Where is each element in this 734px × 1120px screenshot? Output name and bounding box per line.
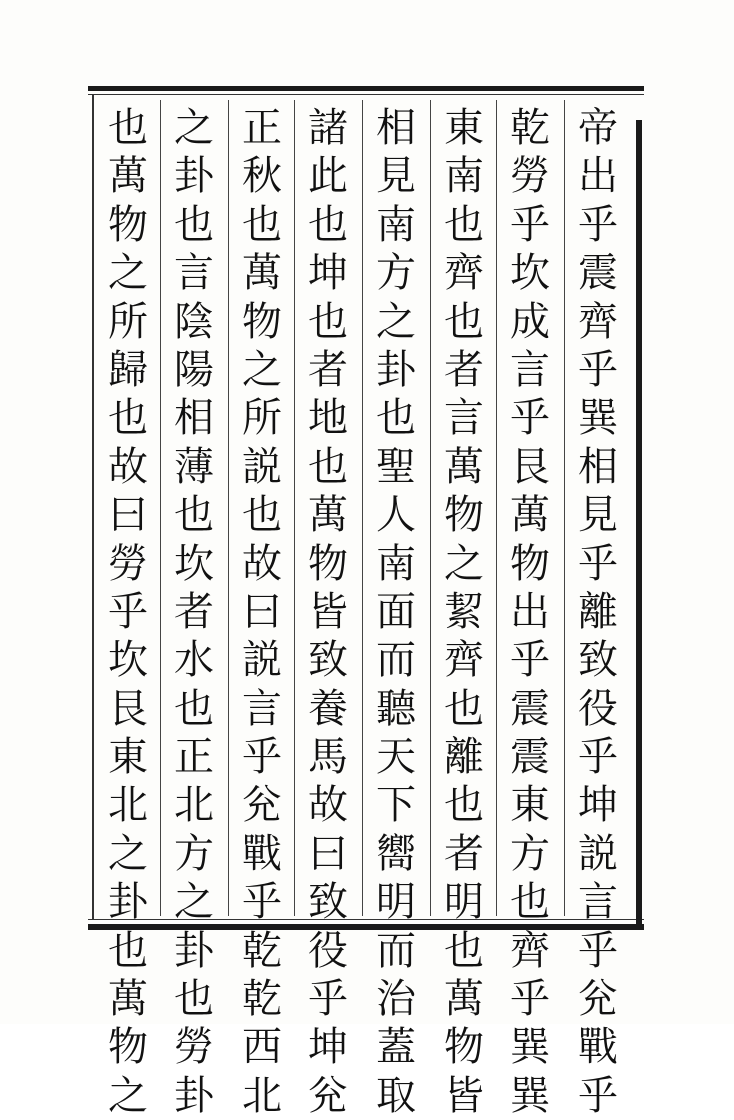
column-divider — [362, 100, 363, 916]
column-glyph: 也 — [174, 492, 214, 539]
column-glyph: 北 — [108, 782, 148, 829]
column-glyph: 嚮 — [376, 830, 416, 877]
column-glyph: 曰 — [108, 492, 148, 539]
column-glyph: 齊 — [510, 927, 550, 974]
column-glyph: 萬 — [108, 976, 148, 1023]
frame-left-rule — [92, 94, 94, 920]
column-glyph: 諸 — [308, 105, 348, 151]
column-glyph: 相 — [174, 395, 214, 442]
column-glyph: 萬 — [242, 250, 282, 297]
column-glyph: 乎 — [578, 734, 618, 781]
column-glyph: 正 — [174, 734, 214, 781]
column-divider — [564, 100, 565, 916]
column-divider — [496, 100, 497, 916]
column-glyph: 萬 — [108, 153, 148, 200]
column-glyph: 相 — [376, 105, 416, 151]
column-glyph: 坤 — [578, 782, 618, 829]
column-glyph: 也 — [174, 201, 214, 248]
column-glyph: 陽 — [174, 346, 214, 393]
column-divider — [430, 100, 431, 916]
column-glyph: 正 — [242, 105, 282, 151]
column-glyph: 南 — [444, 153, 484, 200]
column-glyph: 萬 — [444, 976, 484, 1023]
column-glyph: 言 — [444, 395, 484, 442]
column-glyph: 也 — [376, 395, 416, 442]
text-column-8 — [96, 104, 160, 1119]
column-glyph: 也 — [242, 492, 282, 539]
column-glyph: 者 — [444, 830, 484, 877]
column-glyph: 齊 — [444, 637, 484, 684]
column-glyph: 東 — [510, 782, 550, 829]
column-glyph: 也 — [108, 395, 148, 442]
column-glyph: 也 — [510, 879, 550, 926]
column-glyph: 聽 — [376, 685, 416, 732]
column-glyph: 言 — [510, 346, 550, 393]
column-glyph: 天 — [376, 734, 416, 781]
column-glyph: 也 — [108, 927, 148, 974]
column-glyph: 卦 — [174, 153, 214, 200]
column-glyph: 北 — [242, 1072, 282, 1119]
column-glyph: 言 — [578, 879, 618, 926]
column-glyph: 絜 — [444, 588, 484, 635]
column-glyph: 説 — [242, 637, 282, 684]
column-glyph: 巽 — [578, 395, 618, 442]
column-glyph: 乾 — [242, 976, 282, 1023]
column-glyph: 曰 — [242, 588, 282, 635]
text-column-5 — [296, 104, 360, 1119]
column-glyph: 説 — [242, 443, 282, 490]
column-glyph: 方 — [376, 250, 416, 297]
column-glyph: 乎 — [578, 927, 618, 974]
column-glyph: 乾 — [510, 105, 550, 151]
column-glyph: 震 — [578, 250, 618, 297]
column-glyph: 乎 — [510, 976, 550, 1023]
column-glyph: 皆 — [444, 1072, 484, 1119]
column-glyph: 明 — [376, 879, 416, 926]
column-glyph: 也 — [174, 685, 214, 732]
column-glyph: 相 — [578, 443, 618, 490]
column-glyph: 者 — [444, 346, 484, 393]
column-glyph: 乎 — [578, 540, 618, 587]
column-glyph: 皆 — [308, 588, 348, 635]
column-glyph: 坎 — [510, 250, 550, 297]
column-glyph: 乎 — [510, 637, 550, 684]
frame-top-inner-rule — [88, 94, 644, 95]
column-glyph: 之 — [444, 540, 484, 587]
column-glyph: 乎 — [578, 346, 618, 393]
column-glyph: 明 — [444, 879, 484, 926]
column-glyph: 也 — [444, 298, 484, 345]
column-glyph: 乎 — [242, 879, 282, 926]
column-glyph: 卦 — [376, 346, 416, 393]
column-glyph: 出 — [510, 588, 550, 635]
column-glyph: 離 — [578, 588, 618, 635]
column-glyph: 也 — [444, 782, 484, 829]
column-glyph: 也 — [308, 443, 348, 490]
column-glyph: 致 — [578, 637, 618, 684]
column-glyph: 齊 — [444, 250, 484, 297]
column-glyph: 見 — [376, 153, 416, 200]
column-glyph: 物 — [444, 1024, 484, 1071]
column-glyph: 兊 — [242, 782, 282, 829]
column-glyph: 兊 — [308, 1072, 348, 1119]
column-glyph: 離 — [444, 734, 484, 781]
column-glyph: 東 — [108, 734, 148, 781]
column-glyph: 艮 — [108, 685, 148, 732]
column-glyph: 乎 — [510, 395, 550, 442]
column-glyph: 面 — [376, 588, 416, 635]
column-glyph: 方 — [174, 830, 214, 877]
column-glyph: 西 — [242, 1024, 282, 1071]
column-glyph: 此 — [308, 153, 348, 200]
column-glyph: 萬 — [510, 492, 550, 539]
column-glyph: 秋 — [242, 153, 282, 200]
column-glyph: 説 — [578, 830, 618, 877]
column-glyph: 齊 — [578, 298, 618, 345]
column-glyph: 役 — [578, 685, 618, 732]
column-glyph: 乎 — [510, 201, 550, 248]
column-divider — [228, 100, 229, 916]
column-divider — [294, 100, 295, 916]
column-glyph: 戰 — [242, 830, 282, 877]
column-glyph: 物 — [444, 492, 484, 539]
column-glyph: 乎 — [242, 734, 282, 781]
column-glyph: 卦 — [174, 1072, 214, 1119]
text-column-3 — [432, 104, 496, 1119]
column-glyph: 之 — [376, 298, 416, 345]
column-glyph: 馬 — [308, 734, 348, 781]
column-glyph: 物 — [108, 201, 148, 248]
column-glyph: 之 — [108, 830, 148, 877]
column-glyph: 南 — [376, 540, 416, 587]
column-glyph: 致 — [308, 637, 348, 684]
column-glyph: 也 — [308, 298, 348, 345]
column-glyph: 水 — [174, 637, 214, 684]
column-glyph: 物 — [308, 540, 348, 587]
column-glyph: 勞 — [108, 540, 148, 587]
column-glyph: 致 — [308, 879, 348, 926]
column-glyph: 艮 — [510, 443, 550, 490]
column-glyph: 故 — [108, 443, 148, 490]
column-glyph: 南 — [376, 201, 416, 248]
column-glyph: 治 — [376, 976, 416, 1023]
column-glyph: 東 — [444, 105, 484, 151]
column-glyph: 蓋 — [376, 1024, 416, 1071]
column-glyph: 也 — [108, 105, 148, 151]
frame-top-rule — [88, 86, 644, 91]
column-glyph: 言 — [242, 685, 282, 732]
column-glyph: 出 — [578, 153, 618, 200]
column-glyph: 物 — [242, 298, 282, 345]
text-column-2 — [498, 104, 562, 1119]
column-glyph: 聖 — [376, 443, 416, 490]
column-glyph: 卦 — [108, 879, 148, 926]
text-column-1 — [566, 104, 630, 1119]
column-glyph: 見 — [578, 492, 618, 539]
text-column-4 — [364, 104, 428, 1119]
column-glyph: 也 — [242, 201, 282, 248]
column-glyph: 取 — [376, 1072, 416, 1119]
column-glyph: 也 — [444, 685, 484, 732]
column-glyph: 乎 — [108, 588, 148, 635]
column-glyph: 坎 — [174, 540, 214, 587]
column-glyph: 萬 — [444, 443, 484, 490]
column-glyph: 者 — [308, 346, 348, 393]
column-glyph: 歸 — [108, 346, 148, 393]
column-glyph: 之 — [174, 105, 214, 151]
column-glyph: 之 — [108, 1072, 148, 1119]
column-glyph: 所 — [108, 298, 148, 345]
column-glyph: 而 — [376, 927, 416, 974]
column-glyph: 故 — [242, 540, 282, 587]
column-glyph: 帝 — [578, 105, 618, 151]
text-column-6 — [230, 104, 294, 1119]
column-glyph: 震 — [510, 685, 550, 732]
column-glyph: 成 — [510, 298, 550, 345]
column-glyph: 陰 — [174, 298, 214, 345]
column-glyph: 乎 — [578, 1072, 618, 1119]
column-glyph: 兊 — [578, 976, 618, 1023]
column-glyph: 言 — [174, 250, 214, 297]
column-glyph: 方 — [510, 830, 550, 877]
column-glyph: 曰 — [308, 830, 348, 877]
column-glyph: 之 — [174, 879, 214, 926]
column-divider — [160, 100, 161, 916]
column-glyph: 之 — [242, 346, 282, 393]
column-glyph: 坤 — [308, 1024, 348, 1071]
column-glyph: 北 — [174, 782, 214, 829]
column-glyph: 坎 — [108, 637, 148, 684]
column-glyph: 者 — [174, 588, 214, 635]
column-glyph: 人 — [376, 492, 416, 539]
frame-right-rule — [636, 120, 642, 924]
column-glyph: 乎 — [308, 976, 348, 1023]
column-glyph: 役 — [308, 927, 348, 974]
column-glyph: 物 — [510, 540, 550, 587]
column-glyph: 坤 — [308, 250, 348, 297]
column-glyph: 故 — [308, 782, 348, 829]
column-glyph: 巽 — [510, 1024, 550, 1071]
column-glyph: 勞 — [510, 153, 550, 200]
column-glyph: 下 — [376, 782, 416, 829]
column-glyph: 戰 — [578, 1024, 618, 1071]
column-glyph: 而 — [376, 637, 416, 684]
column-glyph: 也 — [174, 976, 214, 1023]
column-glyph: 物 — [108, 1024, 148, 1071]
column-glyph: 地 — [308, 395, 348, 442]
column-glyph: 所 — [242, 395, 282, 442]
column-glyph: 養 — [308, 685, 348, 732]
column-glyph: 萬 — [308, 492, 348, 539]
column-glyph: 震 — [510, 734, 550, 781]
column-glyph: 勞 — [174, 1024, 214, 1071]
column-glyph: 巽 — [510, 1072, 550, 1119]
column-glyph: 也 — [308, 201, 348, 248]
column-glyph: 之 — [108, 250, 148, 297]
column-glyph: 也 — [444, 927, 484, 974]
column-glyph: 卦 — [174, 927, 214, 974]
text-column-7 — [162, 104, 226, 1119]
column-glyph: 薄 — [174, 443, 214, 490]
column-glyph: 乎 — [578, 201, 618, 248]
column-glyph: 也 — [444, 201, 484, 248]
column-glyph: 乾 — [242, 927, 282, 974]
